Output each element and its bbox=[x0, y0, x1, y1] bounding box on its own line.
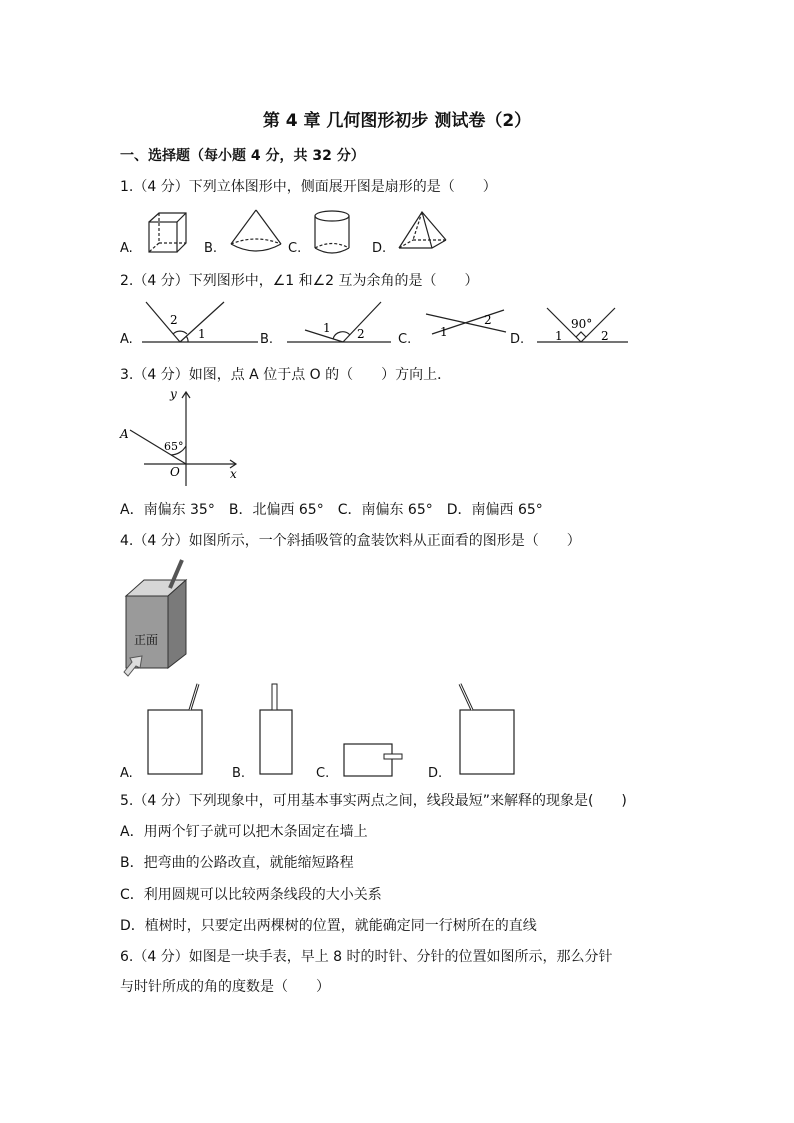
q4-option-b: B. bbox=[232, 766, 246, 781]
q5-choice-c: C．利用圆规可以比较两条线段的大小关系 bbox=[120, 887, 382, 903]
q3-y-axis-label: y bbox=[170, 387, 177, 401]
q2-a-label-2: 2 bbox=[170, 313, 178, 327]
q2-figure-c bbox=[424, 304, 508, 340]
q2-c-label-1: 1 bbox=[440, 325, 448, 339]
q2-option-c: C. bbox=[398, 332, 412, 347]
q2-option-a: A. bbox=[120, 332, 133, 347]
q2-figure-d bbox=[535, 302, 630, 346]
q3-point-a-label: A bbox=[120, 427, 129, 441]
q3-coordinate-figure bbox=[118, 388, 248, 488]
q4-view-d-figure bbox=[458, 680, 518, 778]
q2-option-b: B. bbox=[260, 332, 274, 347]
q4-view-b-figure bbox=[258, 682, 298, 778]
q1-pyramid-figure bbox=[396, 210, 452, 254]
q2-b-label-1: 1 bbox=[323, 321, 331, 335]
q4-option-c: C. bbox=[316, 766, 330, 781]
q2-a-label-1: 1 bbox=[198, 327, 206, 341]
question-6-stem-line-1: 6.（4 分）如图是一块手表，早上 8 时的时针、分针的位置如图所示，那么分针 bbox=[120, 949, 613, 965]
q2-d-label-2: 2 bbox=[601, 329, 609, 343]
question-4-stem: 4.（4 分）如图所示，一个斜插吸管的盒装饮料从正面看的图形是（ ） bbox=[120, 533, 581, 549]
q1-option-d: D. bbox=[372, 241, 387, 256]
q2-d-label-90: 90° bbox=[571, 317, 593, 331]
q3-origin-label: O bbox=[170, 465, 180, 479]
q1-option-a: A. bbox=[120, 241, 133, 256]
q1-option-c: C. bbox=[288, 241, 302, 256]
q4-view-c-figure bbox=[342, 742, 404, 778]
question-2-stem: 2.（4 分）下列图形中，∠1 和∠2 互为余角的是（ ） bbox=[120, 273, 479, 289]
q4-juice-box-figure bbox=[118, 556, 218, 676]
q5-choice-b: B．把弯曲的公路改直，就能缩短路程 bbox=[120, 855, 354, 871]
question-1-stem: 1.（4 分）下列立体图形中，侧面展开图是扇形的是（ ） bbox=[120, 179, 497, 195]
question-5-stem: 5.（4 分）下列现象中，可用基本事实两点之间，线段最短”来解释的现象是( ) bbox=[120, 793, 627, 809]
q5-choice-d: D．植树时，只要定出两棵树的位置，就能确定同一行树所在的直线 bbox=[120, 918, 537, 934]
q3-x-axis-label: x bbox=[230, 467, 237, 481]
q4-option-d: D. bbox=[428, 766, 443, 781]
q1-cone-figure bbox=[228, 208, 284, 256]
question-6-stem-line-2: 与时针所成的角的度数是（ ） bbox=[120, 979, 330, 995]
q2-c-label-2: 2 bbox=[484, 313, 492, 327]
q1-option-b: B. bbox=[204, 241, 218, 256]
q3-answer-choices: A．南偏东 35° B．北偏西 65° C．南偏东 65° D．南偏西 65° bbox=[120, 502, 543, 518]
q4-option-a: A. bbox=[120, 766, 133, 781]
q5-choice-a: A．用两个钉子就可以把木条固定在墙上 bbox=[120, 824, 368, 840]
q2-figure-b bbox=[285, 298, 393, 346]
q1-cube-figure bbox=[145, 210, 190, 256]
q4-view-a-figure bbox=[146, 682, 206, 778]
q2-figure-a bbox=[140, 298, 260, 346]
question-3-stem: 3.（4 分）如图，点 A 位于点 O 的（ ）方向上． bbox=[120, 367, 452, 383]
section-heading: 一、选择题（每小题 4 分，共 32 分） bbox=[120, 148, 365, 164]
q2-option-d: D. bbox=[510, 332, 525, 347]
q2-b-label-2: 2 bbox=[357, 327, 365, 341]
page-title: 第 4 章 几何图形初步 测试卷（2） bbox=[262, 111, 532, 131]
q4-front-label: 正面 bbox=[134, 633, 159, 647]
q3-angle-label: 65° bbox=[164, 440, 184, 453]
q2-d-label-1: 1 bbox=[555, 329, 563, 343]
q1-cylinder-figure bbox=[312, 208, 354, 258]
